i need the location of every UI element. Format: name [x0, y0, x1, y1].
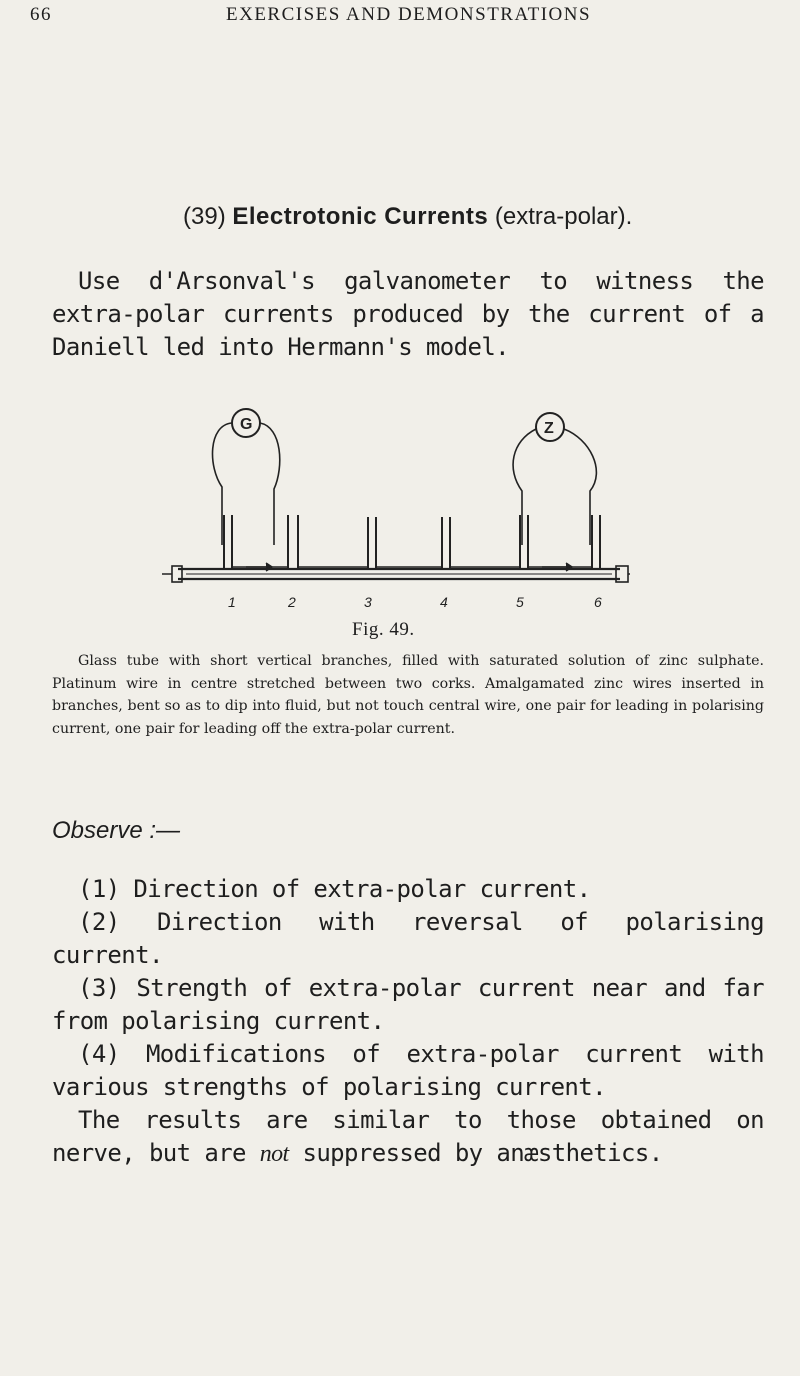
branch-number-3: 3: [364, 594, 372, 610]
list-item: (4) Modifications of extra-polar current with various strengths of polarising current.: [52, 1040, 764, 1101]
intro-paragraph: Use d'Arsonval's galvanometer to witness the extra-polar currents produced by the current of a Daniell led into Hermann's model.: [52, 267, 764, 361]
branch-number-1: 1: [228, 594, 236, 610]
section-main-title: Electrotonic Currents: [232, 203, 489, 230]
galvanometer-label-g: G: [240, 416, 253, 433]
conclusion-paragraph: [52, 1104, 764, 1171]
conclusion-after: suppressed by anæsthetics.: [288, 1139, 663, 1167]
list-item: (3) Strength of extra-polar current near and far from polarising current.: [52, 974, 764, 1035]
conclusion-before: The results are similar to those obtained on nerve, but are: [52, 1106, 764, 1167]
galvanometer-label-z: Z: [544, 420, 554, 437]
page-header: [30, 4, 790, 30]
figure-caption: Fig. 49.: [352, 619, 415, 640]
observe-heading: Observe :—: [52, 817, 181, 844]
section-title: [183, 203, 632, 231]
observations-list: [52, 873, 764, 1171]
branch-number-5: 5: [516, 594, 524, 610]
branch-number-6: 6: [594, 594, 602, 610]
list-item: (2) Direction with reversal of polarising current.: [52, 908, 764, 969]
list-item: (1) Direction of extra-polar current.: [78, 875, 591, 903]
running-head: EXERCISES AND DEMONSTRATIONS: [226, 4, 592, 25]
page-number: 66: [30, 4, 52, 25]
conclusion-emphasis: not: [259, 1141, 289, 1167]
hermann-model-figure: [150, 395, 630, 615]
section-number: (39): [183, 203, 226, 230]
figure-description: Glass tube with short vertical branches, filled with saturated solution of zinc sulphate. Platinum wire in centre stretched between two corks. Amalgamated zinc wires inserted in branches, bent so as to dip into fluid, but not touch central wire, one pair for leading in polarising current, one pair for leading off the extra-polar current.: [52, 653, 764, 737]
branch-number-4: 4: [440, 594, 448, 610]
section-subtitle: (extra-polar).: [494, 203, 633, 230]
branch-number-2: 2: [288, 594, 296, 610]
